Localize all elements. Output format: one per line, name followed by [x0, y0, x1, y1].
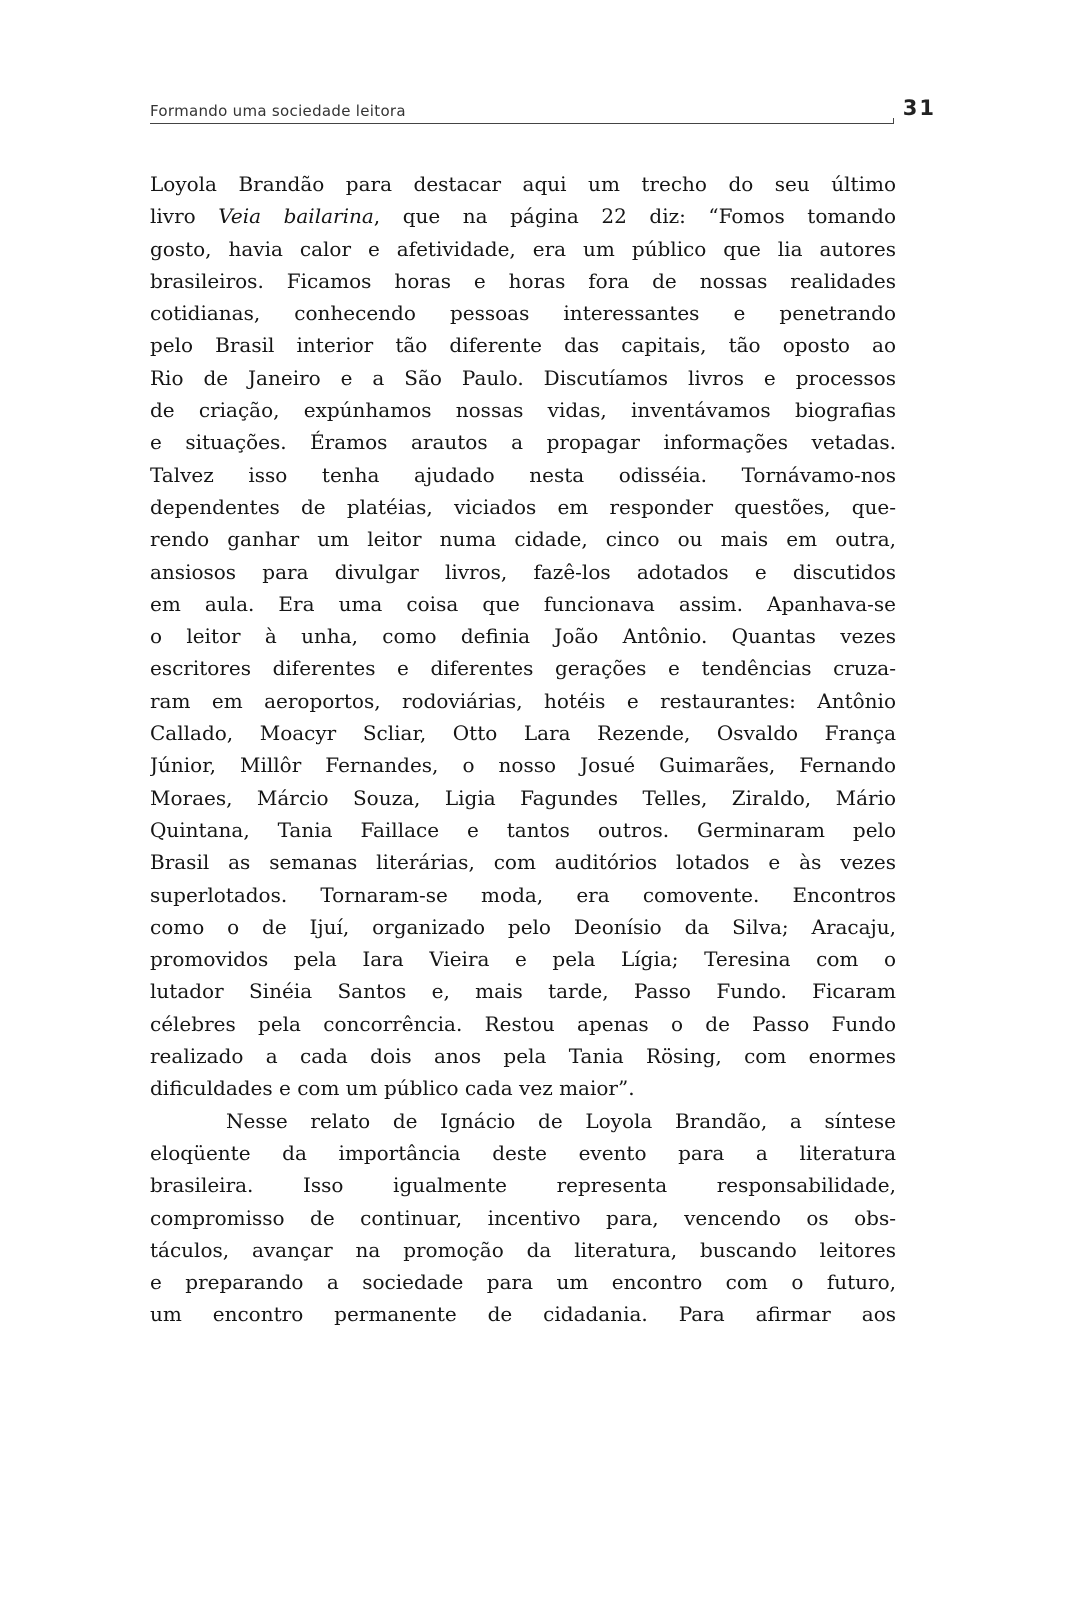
text-line: dependentes de platéias, viciados em responder questões, que-: [150, 494, 896, 519]
paragraph-2: [150, 1105, 896, 1331]
text-line: dificuldades e com um público cada vez maior”.: [150, 1076, 635, 1101]
text-line: Callado, Moacyr Scliar, Otto Lara Rezende, Osvaldo França: [150, 721, 896, 746]
text-line: brasileiros. Ficamos horas e horas fora de nossas realidades: [150, 268, 896, 293]
text-line: um encontro permanente de cidadania. Para afirmar aos: [150, 1302, 896, 1327]
text-line: célebres pela concorrência. Restou apenas o de Passo Fundo: [150, 1011, 896, 1036]
text-line: e situações. Éramos arautos a propagar informações vetadas.: [150, 430, 896, 455]
paragraph-1: [150, 168, 896, 1105]
text-line: realizado a cada dois anos pela Tania Rösing, com enormes: [150, 1044, 896, 1069]
text-line: como o de Ijuí, organizado pelo Deonísio da Silva; Aracaju,: [150, 914, 896, 939]
text-line: superlotados. Tornaram-se moda, era comovente. Encontros: [150, 882, 896, 907]
text-line: ram em aeroportos, rodoviárias, hotéis e restaurantes: Antônio: [150, 688, 896, 713]
text-line: Loyola Brandão para destacar aqui um trecho do seu último: [150, 172, 896, 196]
text-line: cotidianas, conhecendo pessoas interessantes e penetrando: [150, 301, 896, 326]
header-rule: [150, 123, 894, 124]
text-line: promovidos pela Iara Vieira e pela Lígia; Teresina com o: [150, 947, 896, 972]
text-line: de criação, expúnhamos nossas vidas, inventávamos biografias: [150, 398, 896, 423]
text-run: , que na página 22 diz: “Fomos tomando: [373, 204, 896, 229]
text-line: Quintana, Tania Faillace e tantos outros. Germinaram pelo: [150, 817, 896, 842]
text-line: ansiosos para divulgar livros, fazê-los adotados e discutidos: [150, 559, 896, 584]
header-rule-tick: [893, 118, 894, 124]
text-line: pelo Brasil interior tão diferente das capitais, tão oposto ao: [150, 333, 896, 358]
running-header: [150, 96, 936, 130]
body-text: [150, 168, 896, 1331]
text-line: táculos, avançar na promoção da literatura, buscando leitores: [150, 1237, 896, 1262]
page-number: 31: [902, 96, 936, 120]
text-line: Talvez isso tenha ajudado nesta odisséia. Tornávamo-nos: [150, 462, 896, 487]
text-line: Rio de Janeiro e a São Paulo. Discutíamos livros e processos: [150, 365, 896, 390]
running-title: Formando uma sociedade leitora: [150, 102, 406, 120]
text-line: o leitor à unha, como definia João Antônio. Quantas vezes: [150, 624, 896, 649]
text-line: Moraes, Márcio Souza, Ligia Fagundes Telles, Ziraldo, Mário: [150, 785, 896, 810]
text-line: e preparando a sociedade para um encontro com o futuro,: [150, 1270, 896, 1295]
text-line: [150, 200, 896, 232]
text-line: Nesse relato de Ignácio de Loyola Brandão, a síntese: [226, 1108, 896, 1133]
text-line: lutador Sinéia Santos e, mais tarde, Passo Fundo. Ficaram: [150, 979, 896, 1004]
text-line: em aula. Era uma coisa que funcionava assim. Apanhava-se: [150, 591, 896, 616]
text-run: livro: [150, 204, 219, 229]
text-line: eloqüente da importância deste evento para a literatura: [150, 1140, 896, 1165]
book-title-italic: Veia bailarina: [218, 204, 374, 229]
text-line: escritores diferentes e diferentes gerações e tendências cruza-: [150, 656, 896, 681]
text-line: gosto, havia calor e afetividade, era um público que lia autores: [150, 236, 896, 261]
text-line: compromisso de continuar, incentivo para, vencendo os obs-: [150, 1205, 896, 1230]
text-line: brasileira. Isso igualmente representa responsabilidade,: [150, 1173, 896, 1198]
text-line: Brasil as semanas literárias, com auditórios lotados e às vezes: [150, 850, 896, 875]
text-line: rendo ganhar um leitor numa cidade, cinco ou mais em outra,: [150, 527, 896, 552]
text-line: Júnior, Millôr Fernandes, o nosso Josué Guimarães, Fernando: [150, 753, 896, 778]
